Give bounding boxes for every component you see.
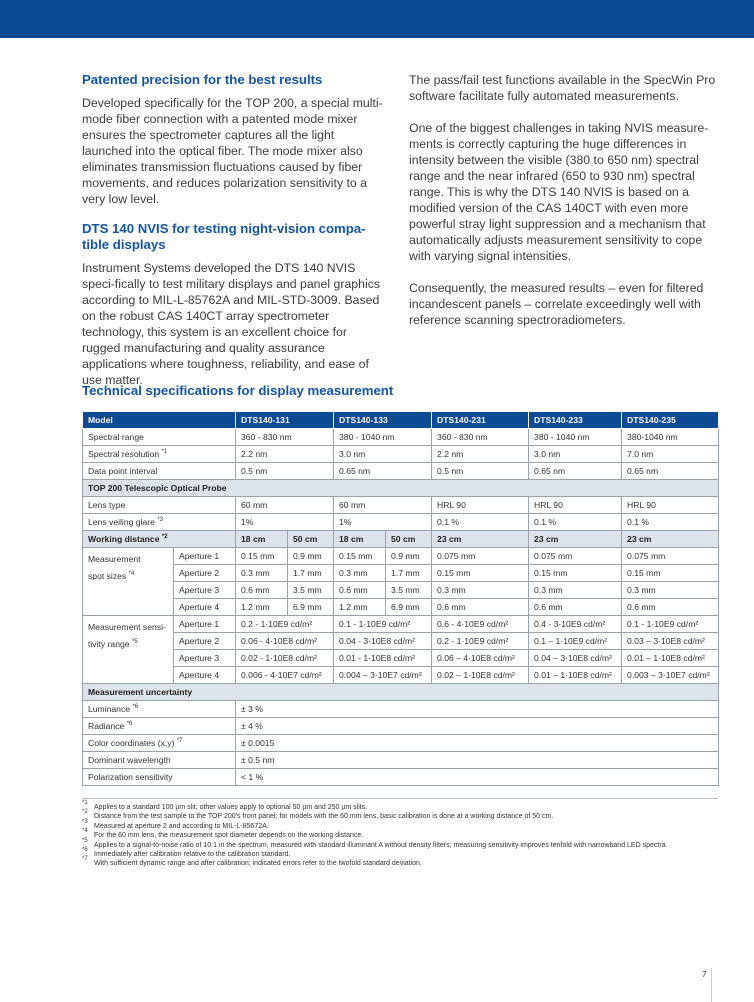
table-cell xyxy=(386,565,432,582)
table-cell xyxy=(529,463,622,480)
table-cell xyxy=(236,497,334,514)
cell-text: 0.01 – 1·10E8 cd/m² xyxy=(534,670,612,680)
table-cell xyxy=(386,548,432,565)
cell-text: 18 cm xyxy=(339,534,364,544)
table-cell xyxy=(236,633,334,650)
cell-text: Aperture 4 xyxy=(179,602,220,612)
table-cell xyxy=(622,497,719,514)
aperture-label xyxy=(174,599,236,616)
cell-text: 0.006 - 4·10E7 cd/m² xyxy=(241,670,322,680)
footnote-text: With sufficient dynamic range and after calibration; indicated errors refer to the twofold standard deviation. xyxy=(94,860,422,868)
footnote-text: Immediately after calibration relative to the calibration standard. xyxy=(94,851,291,859)
cell-text: 3.5 mm xyxy=(293,585,322,595)
cell-text: DTS140-235 xyxy=(627,415,676,425)
row-label xyxy=(83,531,236,548)
label-text: Luminance xyxy=(88,704,131,714)
label-text: Measurement sensi- xyxy=(88,622,166,632)
page-number: 7 xyxy=(702,970,707,979)
table-cell xyxy=(622,548,719,565)
row-sensitivity xyxy=(83,650,719,667)
cell-text: 1.7 mm xyxy=(293,568,322,578)
aperture-label xyxy=(174,548,236,565)
group-label-spot-sizes xyxy=(83,548,174,616)
cell-text: 23 cm xyxy=(437,534,462,544)
footnote-mark: *4 xyxy=(82,828,88,835)
row-uncertainty xyxy=(83,769,719,786)
table-cell xyxy=(236,548,288,565)
footnote-text: Applies to a standard 100 µm slit; other values apply to optional 50 µm and 250 µm slits. xyxy=(94,804,368,811)
footnote-text: Distance from the test sample to the TOP 200's front panel; for models with the 60 mm lens, basic calibration is done at a working distance of 50 cm. xyxy=(94,813,554,821)
footnote xyxy=(82,809,722,821)
footnote-mark: *6 xyxy=(132,704,139,711)
cell-text: < 1 % xyxy=(241,772,264,782)
table-cell xyxy=(622,633,719,650)
footnote-text: Applies to a signal-to-noise ratio of 10:1 in the spectrum, measured with standard illuminant A without density filters; measuring sensitivity improves tenfold with narrowband LED spectra. xyxy=(94,841,668,849)
label-text: Measurement xyxy=(88,554,141,564)
cell-text: 0.3 mm xyxy=(241,568,270,578)
table-cell xyxy=(432,633,529,650)
row-label xyxy=(83,701,236,718)
cell-text: ± 3 % xyxy=(241,704,263,714)
cell-text: 60 mm xyxy=(241,500,268,510)
cell-text: 3.5 mm xyxy=(391,585,420,595)
label-text: Radiance xyxy=(88,721,125,731)
label-text: Polarization sensitivity xyxy=(88,772,173,782)
row-sensitivity xyxy=(83,633,719,650)
cell-text: 0.02 - 1·10E8 cd/m² xyxy=(241,653,317,663)
footnote-mark: *7 xyxy=(82,856,88,863)
table-cell xyxy=(334,650,432,667)
cell-text: Model xyxy=(88,415,113,425)
cell-text: 18 cm xyxy=(241,534,266,544)
cell-text: 0.1 – 1·10E9 cd/m² xyxy=(534,636,608,646)
cell-text: 0.15 mm xyxy=(437,568,471,578)
footnote-mark: *6 xyxy=(126,721,133,728)
cell-text: 0.06 - 4·10E8 cd/m² xyxy=(241,636,317,646)
label-text: spot sizes xyxy=(88,571,127,581)
left-column xyxy=(82,72,384,388)
cell-text: 2.2 nm xyxy=(241,449,268,459)
spec-table xyxy=(82,411,719,786)
row-label xyxy=(83,769,236,786)
cell-text: HRL 90 xyxy=(627,500,656,510)
table-cell xyxy=(529,565,622,582)
table-cell xyxy=(432,446,529,463)
label-text: Color coordinates (x,y) xyxy=(88,738,175,748)
table-cell xyxy=(236,582,288,599)
cell-text: 0.9 mm xyxy=(293,551,322,561)
cell-text: 3.0 nm xyxy=(339,449,366,459)
table-cell xyxy=(236,752,719,769)
table-cell xyxy=(236,769,719,786)
table-cell xyxy=(288,565,334,582)
cell-text: 0.6 mm xyxy=(534,602,563,612)
header-cell xyxy=(236,412,334,429)
section-row-probe xyxy=(83,480,719,497)
cell-text: ± 4 % xyxy=(241,721,263,731)
table-cell xyxy=(432,497,529,514)
footnote xyxy=(82,818,722,831)
cell-text: 0.3 mm xyxy=(437,585,466,595)
table-cell xyxy=(622,565,719,582)
table-cell xyxy=(334,565,386,582)
table-cell xyxy=(288,582,334,599)
table-cell xyxy=(288,531,334,548)
page-number-rule xyxy=(711,968,712,1002)
cell-text: 0.1 % xyxy=(627,517,650,527)
row-data-point-interval xyxy=(83,463,719,480)
header-cell xyxy=(432,412,529,429)
paragraph-patented-precision: Developed specifically for the TOP 200, a special multi-mode fiber connection with a patented mode mixer ensures the spectrometer captures all the light launched into the optical fiber. The mode mixer also eliminates transmission fluctuations caused by fiber movements, and reduces polarization sensitivity to a very low level. xyxy=(82,96,383,206)
table-cell xyxy=(622,650,719,667)
cell-text: 0.04 – 3·10E8 cd/m² xyxy=(534,653,612,663)
cell-text: 0.3 mm xyxy=(627,585,656,595)
row-label xyxy=(83,497,236,514)
cell-text: DTS140-131 xyxy=(241,415,290,425)
section-row-uncertainty xyxy=(83,684,719,701)
cell-text: 0.6 mm xyxy=(437,602,466,612)
table-cell xyxy=(236,429,334,446)
cell-text: DTS140-231 xyxy=(437,415,486,425)
paragraph-results: Consequently, the measured results – even for filtered incandescent panels – correlate exceedingly well with reference scanning spectroradiometers. xyxy=(409,281,704,327)
header-cell xyxy=(529,412,622,429)
cell-text: 50 cm xyxy=(293,534,318,544)
heading-dts140-nvis: DTS 140 NVIS for testing night-vision compa-tible displays xyxy=(82,221,366,252)
label-text: Working distance xyxy=(88,534,160,544)
cell-text: 360 - 830 nm xyxy=(241,432,292,442)
cell-text: 50 cm xyxy=(391,534,416,544)
footnote xyxy=(82,837,722,850)
label-text: Lens veiling glare xyxy=(88,517,155,527)
table-cell xyxy=(334,531,386,548)
table-cell xyxy=(622,531,719,548)
paragraph-pass-fail: The pass/fail test functions available in the SpecWin Pro software facilitate fully automated measurements. xyxy=(409,73,716,103)
footnote xyxy=(82,800,722,812)
table-cell xyxy=(386,582,432,599)
cell-text: 0.15 mm xyxy=(241,551,275,561)
table-cell xyxy=(432,548,529,565)
cell-text: Lens type xyxy=(88,500,126,510)
row-uncertainty xyxy=(83,701,719,718)
right-column xyxy=(409,72,719,328)
cell-text: DTS140-133 xyxy=(339,415,388,425)
cell-text: 360 - 830 nm xyxy=(437,432,488,442)
heading-patented-precision: Patented precision for the best results xyxy=(82,72,323,87)
cell-text: Data point interval xyxy=(88,466,158,476)
cell-text: 380 - 1040 nm xyxy=(534,432,590,442)
cell-text: Measurement uncertainty xyxy=(88,687,193,697)
cell-text: Aperture 2 xyxy=(179,568,220,578)
cell-text: TOP 200 Telescopic Optical Probe xyxy=(88,483,227,493)
cell-text: 0.02 – 1·10E8 cd/m² xyxy=(437,670,515,680)
cell-text: HRL 90 xyxy=(437,500,466,510)
table-cell xyxy=(529,548,622,565)
table-cell xyxy=(236,599,288,616)
cell-text: 0.65 nm xyxy=(534,466,566,476)
cell-text: Aperture 3 xyxy=(179,585,220,595)
table-cell xyxy=(288,548,334,565)
aperture-label xyxy=(174,633,236,650)
table-cell xyxy=(288,599,334,616)
table-cell xyxy=(334,616,432,633)
table-cell xyxy=(236,718,719,735)
cell-text: Aperture 4 xyxy=(179,670,220,680)
table-cell xyxy=(432,667,529,684)
cell-text: 0.4 - 3·10E9 cd/m² xyxy=(534,619,606,629)
row-spot-size xyxy=(83,565,719,582)
cell-text: 0.003 – 3·10E7 cd/m² xyxy=(627,670,710,680)
cell-text: Spectral range xyxy=(88,432,144,442)
table-cell xyxy=(432,429,529,446)
table-cell xyxy=(432,650,529,667)
footnote-mark: *2 xyxy=(161,534,168,541)
header-cell-model xyxy=(83,412,236,429)
cell-text: 0.1 % xyxy=(437,517,460,527)
row-lens-type xyxy=(83,497,719,514)
section-heading xyxy=(83,684,719,701)
header-cell xyxy=(334,412,432,429)
cell-text: Aperture 1 xyxy=(179,551,220,561)
footnote-text: Measured at aperture 2 and according to MIL-L-85672A. xyxy=(94,822,269,830)
table-cell xyxy=(236,531,288,548)
cell-text: 23 cm xyxy=(627,534,652,544)
table-cell xyxy=(236,667,334,684)
row-label xyxy=(83,735,236,752)
cell-text: 0.075 mm xyxy=(534,551,573,561)
table-cell xyxy=(236,616,334,633)
table-cell xyxy=(432,514,529,531)
row-lens-veiling-glare xyxy=(83,514,719,531)
table-cell xyxy=(236,463,334,480)
row-label xyxy=(83,752,236,769)
table-cell xyxy=(334,514,432,531)
table-cell xyxy=(622,446,719,463)
aperture-label xyxy=(174,582,236,599)
table-cell xyxy=(432,616,529,633)
table-cell xyxy=(236,565,288,582)
footnote xyxy=(82,847,722,859)
cell-text: 1% xyxy=(339,517,352,527)
cell-text: 1.7 mm xyxy=(391,568,420,578)
row-spot-size xyxy=(83,599,719,616)
table-cell xyxy=(334,463,432,480)
table-cell xyxy=(622,616,719,633)
table-cell xyxy=(622,599,719,616)
row-sensitivity xyxy=(83,667,719,684)
table-cell xyxy=(432,531,529,548)
footnote-mark: *2 xyxy=(82,809,88,816)
table-cell xyxy=(529,531,622,548)
table-cell xyxy=(334,633,432,650)
table-cell xyxy=(529,582,622,599)
table-cell xyxy=(622,582,719,599)
cell-text: 0.6 mm xyxy=(339,585,368,595)
cell-text: 0.5 nm xyxy=(437,466,464,476)
row-uncertainty xyxy=(83,735,719,752)
table-cell xyxy=(432,599,529,616)
cell-text: 0.2 - 1·10E9 cd/m² xyxy=(437,636,509,646)
row-label xyxy=(83,446,236,463)
cell-text: 0.075 mm xyxy=(627,551,666,561)
footnotes xyxy=(82,800,722,869)
table-cell xyxy=(622,463,719,480)
header-bar xyxy=(0,0,754,38)
cell-text: 380-1040 nm xyxy=(627,432,678,442)
table-cell xyxy=(529,446,622,463)
table-cell xyxy=(529,650,622,667)
cell-text: 1.2 mm xyxy=(339,602,368,612)
section-heading xyxy=(83,480,719,497)
table-header-row xyxy=(83,412,719,429)
table-cell xyxy=(236,650,334,667)
cell-text: 380 - 1040 nm xyxy=(339,432,395,442)
table-cell xyxy=(334,429,432,446)
table-cell xyxy=(334,446,432,463)
table-cell xyxy=(334,667,432,684)
group-label-sensitivity xyxy=(83,616,174,684)
table-cell xyxy=(529,514,622,531)
cell-text: 0.2 - 1·10E9 cd/m² xyxy=(241,619,313,629)
row-label xyxy=(83,429,236,446)
cell-text: 23 cm xyxy=(534,534,559,544)
cell-text: 0.004 – 3·10E7 cd/m² xyxy=(339,670,422,680)
table-cell xyxy=(236,701,719,718)
cell-text: 0.01 – 1·10E8 cd/m² xyxy=(627,653,705,663)
cell-text: Aperture 2 xyxy=(179,636,220,646)
row-spectral-range xyxy=(83,429,719,446)
table-cell xyxy=(432,582,529,599)
cell-text: 0.03 – 3·10E8 cd/m² xyxy=(627,636,705,646)
table-cell xyxy=(529,429,622,446)
table-cell xyxy=(334,548,386,565)
paragraph-nvis-challenges: One of the biggest challenges in taking NVIS measure-ments is correctly capturing the huge differences in intensity between the visible (380 to 650 nm) spectral range and the near infrared (650 to 930 nm) spectral range. This is why the DTS 140 NVIS is based on a modified version of the CAS 140CT with even more powerful stray light suppression and a mechanism that automatically adjusts measurement sensitivity to cope with varying signal intensities. xyxy=(409,121,709,263)
header-cell xyxy=(622,412,719,429)
table-cell xyxy=(386,599,432,616)
cell-text: 0.01 - 1·10E8 cd/m² xyxy=(339,653,415,663)
cell-text: 0.04 - 3·10E8 cd/m² xyxy=(339,636,415,646)
table-cell xyxy=(529,667,622,684)
cell-text: 6.9 mm xyxy=(391,602,420,612)
table-cell xyxy=(529,616,622,633)
cell-text: 0.5 nm xyxy=(241,466,268,476)
table-cell xyxy=(236,446,334,463)
footnote xyxy=(82,828,722,840)
table-cell xyxy=(334,497,432,514)
aperture-label xyxy=(174,667,236,684)
table-cell xyxy=(386,531,432,548)
cell-text: HRL 90 xyxy=(534,500,563,510)
cell-text: 0.15 mm xyxy=(339,551,373,561)
table-cell xyxy=(334,582,386,599)
row-working-distance xyxy=(83,531,719,548)
table-cell xyxy=(622,667,719,684)
row-label xyxy=(83,718,236,735)
cell-text: 6.9 mm xyxy=(293,602,322,612)
footnote-mark: *5 xyxy=(131,639,138,646)
cell-text: 0.075 mm xyxy=(437,551,476,561)
aperture-label xyxy=(174,650,236,667)
footnote-divider xyxy=(82,798,718,799)
table-cell xyxy=(236,514,334,531)
row-label xyxy=(83,514,236,531)
cell-text: 0.15 mm xyxy=(627,568,661,578)
cell-text: 0.3 mm xyxy=(534,585,563,595)
cell-text: 0.15 mm xyxy=(534,568,568,578)
cell-text: 2.2 nm xyxy=(437,449,464,459)
footnote-mark: *7 xyxy=(176,738,183,745)
label-text: tivity range xyxy=(88,639,130,649)
cell-text: ± 0.0015 xyxy=(241,738,275,748)
cell-text: Aperture 1 xyxy=(179,619,220,629)
footnote-mark: *6 xyxy=(82,847,88,854)
row-spot-size xyxy=(83,548,719,565)
cell-text: 0.65 nm xyxy=(339,466,371,476)
cell-text: 0.65 nm xyxy=(627,466,659,476)
row-sensitivity xyxy=(83,616,719,633)
row-label xyxy=(83,463,236,480)
cell-text: 0.1 - 1·10E9 cd/m² xyxy=(627,619,699,629)
cell-text: 0.6 mm xyxy=(241,585,270,595)
table-cell xyxy=(529,497,622,514)
cell-text: 3.0 nm xyxy=(534,449,561,459)
footnote-mark: *3 xyxy=(157,517,163,524)
cell-text: DTS140-233 xyxy=(534,415,583,425)
cell-text: 0.3 mm xyxy=(339,568,368,578)
cell-text: 60 mm xyxy=(339,500,366,510)
table-cell xyxy=(236,735,719,752)
label-text: Spectral resolution xyxy=(88,449,160,459)
footnote-mark: *1 xyxy=(161,449,168,456)
aperture-label xyxy=(174,616,236,633)
cell-text: 1.2 mm xyxy=(241,602,270,612)
table-cell xyxy=(529,633,622,650)
cell-text: 0.6 - 4·10E9 cd/m² xyxy=(437,619,509,629)
table-cell xyxy=(622,514,719,531)
paragraph-dts140-nvis: Instrument Systems developed the DTS 140 NVIS speci-fically to test military displays and panel graphics according to MIL-L-85762A and MIL-STD-3009. Based on the robust CAS 140CT array spectrometer technology, this system is an excellent choice for rugged manufacturing and quality assurance applications where toughness, reliability, and ease of use matter. xyxy=(82,261,380,387)
row-spectral-resolution xyxy=(83,446,719,463)
footnote-mark: *1 xyxy=(82,800,88,806)
table-cell xyxy=(529,599,622,616)
footnote-text: For the 60 mm lens, the measurement spot diameter depends on the working distance. xyxy=(94,832,364,840)
cell-text: 1% xyxy=(241,517,254,527)
cell-text: 7.0 nm xyxy=(627,449,654,459)
cell-text: 0.9 mm xyxy=(391,551,420,561)
cell-text: 0.06 – 4·10E8 cd/m² xyxy=(437,653,515,663)
cell-text: 0.1 % xyxy=(534,517,557,527)
table-cell xyxy=(432,463,529,480)
cell-text: 0.1 - 1·10E9 cd/m² xyxy=(339,619,411,629)
row-uncertainty xyxy=(83,718,719,735)
footnote-mark: *5 xyxy=(82,837,88,844)
aperture-label xyxy=(174,565,236,582)
table-cell xyxy=(334,599,386,616)
footnote-mark: *4 xyxy=(128,571,135,578)
table-cell xyxy=(432,565,529,582)
row-uncertainty xyxy=(83,752,719,769)
row-spot-size xyxy=(83,582,719,599)
table-cell xyxy=(622,429,719,446)
label-text: Dominant wavelength xyxy=(88,755,171,765)
footnote-mark: *3 xyxy=(82,818,88,825)
footnote xyxy=(82,856,722,868)
spec-table-title: Technical specifications for display measurement xyxy=(82,383,394,398)
cell-text: Aperture 3 xyxy=(179,653,220,663)
cell-text: ± 0.5 nm xyxy=(241,755,275,765)
cell-text: 0.6 mm xyxy=(627,602,656,612)
